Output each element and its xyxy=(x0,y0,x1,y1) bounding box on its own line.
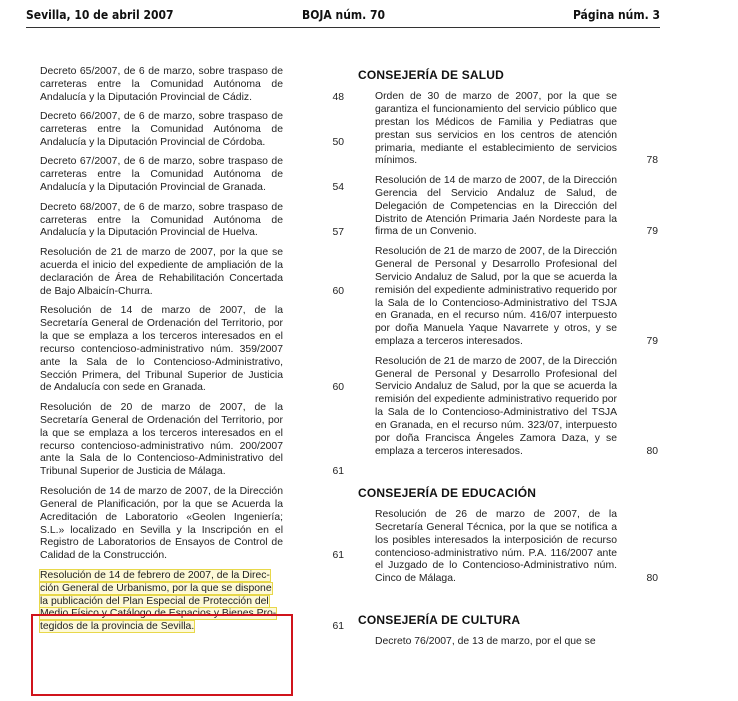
entry-page: 54 xyxy=(332,182,344,194)
entry-page: 80 xyxy=(646,573,658,585)
entry-page: 79 xyxy=(646,226,658,238)
page-header xyxy=(26,8,660,28)
index-entry[interactable] xyxy=(358,636,668,649)
entry-text: Resolución de 14 de marzo de 2007, de la Secretaría General de Ordenación del Territorio, por la que se emplaza a los terceros interesados en el recurso contencioso-administrativo núm. 359/2007 ante la Sala de lo Contencioso-Administrativo, Sección Primera, del Tribunal Superior de Justicia de Andalucía con sede en Granada. xyxy=(40,305,283,394)
entry-text: Resolución de 21 de marzo de 2007, de la Dirección General de Personal y Desarrollo Profesional del Servicio Andaluz de Salud, por la que se acuerda la remisión del expediente administrativo requerido por la Sala de lo Contencioso-Administrativo del TSJA en Granada, en el recurso núm. 323/07, interpuesto por doña Francisca Ángeles Zamora Daza, y se emplaza a terceros interesados. xyxy=(375,355,617,457)
index-entry[interactable] xyxy=(40,305,344,395)
header-date: Sevilla, 10 de abril 2007 xyxy=(26,8,174,22)
highlighted-line: Resolución de 14 de febrero de 2007, de la Direc- xyxy=(40,569,270,581)
entry-page: 60 xyxy=(332,285,344,297)
entry-text: Decreto 66/2007, de 6 de marzo, sobre traspaso de carreteras entre la Comunidad Autónoma de Andalucía y la Diputación Provincial de Córdoba. xyxy=(40,111,283,149)
index-entry[interactable] xyxy=(358,356,668,459)
entry-page: 80 xyxy=(646,445,658,457)
entry-page: 61 xyxy=(332,550,344,562)
index-entry[interactable] xyxy=(40,156,344,195)
entry-page: 57 xyxy=(332,227,344,239)
highlighted-line: Medio Físico y Catálogo de Espacios y Bienes Pro- xyxy=(40,608,277,620)
index-entry[interactable] xyxy=(358,509,668,586)
entry-text: Resolución de 21 de marzo de 2007, por la que se acuerda el inicio del expediente de ampliación de la declaración de Área de Rehabilitación Concertada de Bajo Albaicín-Churra. xyxy=(40,246,283,297)
section-title-salud: CONSEJERÍA DE SALUD xyxy=(358,68,505,82)
header-rule xyxy=(26,27,660,28)
entry-page: 60 xyxy=(332,382,344,394)
header-bulletin-number: BOJA núm. 70 xyxy=(302,8,386,22)
highlighted-line: ción General de Urbanismo, por la que se dispone xyxy=(40,582,272,594)
entry-text: Decreto 67/2007, de 6 de marzo, sobre traspaso de carreteras entre la Comunidad Autónoma de Andalucía y la Diputación Provincial de Granada. xyxy=(40,156,283,194)
entry-text: Orden de 30 de marzo de 2007, por la que se garantiza el funcionamiento del servicio público que prestan los Médicos de Familia y Pediatras que prestan sus servicios en los centros de atención primaria, mediante el establecimiento de servicios mínimos. xyxy=(375,90,617,167)
entry-text: Resolución de 21 de marzo de 2007, de la Dirección General de Personal y Desarrollo Profesional del Servicio Andaluz de Salud, por la que se acuerda la remisión del expediente administrativo requerido por la Sala de lo Contencioso-Administrativo del TSJA en Granada, en el recurso núm. 416/07 interpuesto por doña Manuela Yaque Navarrete y otros, y se emplaza a terceros interesados. xyxy=(375,245,617,348)
entry-text: Resolución de 14 de marzo de 2007, de la Dirección General de Planificación, por la que se Acuerda la Acreditación de Laboratorio «Geolen Ingeniería; S.L.» localizado en Sevilla y la Inscripción en el Registro de Laboratorios de Ensayos de Control de Calidad de la Construcción. xyxy=(40,485,283,562)
entry-text: Resolución de 26 de marzo de 2007, de la Secretaría General Técnica, por la que se notifica a los posibles interesados la interposición de recurso contencioso-administrativo núm. P.A. 116/2007 ante el Juzgado de lo Contencioso-Administrativo núm. Cinco de Málaga. xyxy=(375,508,617,585)
entry-page: 50 xyxy=(332,137,344,149)
entry-text: Resolución de 20 de marzo de 2007, de la Secretaría General de Ordenación del Territorio, por la que se emplaza a los terceros interesados en el recurso contencioso-administrativo núm. 200/2007 ante la Sala de lo Contencioso-Administrativo del Tribunal Superior de Justicia de Málaga. xyxy=(40,401,283,478)
entry-page: 61 xyxy=(332,621,344,633)
section-title-educacion: CONSEJERÍA DE EDUCACIÓN xyxy=(358,485,537,500)
header-page-number: Página núm. 3 xyxy=(572,8,660,22)
index-entry[interactable] xyxy=(40,111,344,150)
index-entry[interactable] xyxy=(40,401,344,479)
entry-text: Decreto 65/2007, de 6 de marzo, sobre traspaso de carreteras entre la Comunidad Autónoma de Andalucía y la Diputación Provincial de Cádiz. xyxy=(40,66,283,103)
left-column xyxy=(40,66,344,641)
index-entry[interactable] xyxy=(40,201,344,241)
entry-page: 79 xyxy=(646,336,658,348)
entry-text: Resolución de 14 de marzo de 2007, de la Dirección Gerencia del Servicio Andaluz de Salud, de Delegación de Competencias en la Dirección del Distrito de Atención Primaria Jaén Nordeste para la firma de un Convenio. xyxy=(375,174,617,238)
index-entry[interactable] xyxy=(40,485,344,563)
entry-text: Decreto 68/2007, de 6 de marzo, sobre traspaso de carreteras entre la Comunidad Autónoma de Andalucía y la Diputación Provincial de Huelva. xyxy=(40,201,283,239)
entry-page: 78 xyxy=(646,155,658,167)
highlighted-line: la publicación del Plan Especial de Protección del xyxy=(40,595,269,607)
section-title-cultura: CONSEJERÍA DE CULTURA xyxy=(358,613,521,628)
selection-highlight-box xyxy=(31,614,293,696)
index-entry[interactable] xyxy=(40,246,344,299)
highlighted-line: tegidos de la provincia de Sevilla. xyxy=(40,621,195,633)
index-entry[interactable] xyxy=(358,91,668,168)
entry-text: Decreto 76/2007, de 13 de marzo, por el que se xyxy=(375,636,596,648)
index-entry[interactable] xyxy=(358,175,668,240)
right-column xyxy=(358,66,668,656)
entry-page: 61 xyxy=(332,466,344,478)
entry-page: 48 xyxy=(332,91,344,103)
index-entry[interactable] xyxy=(358,246,668,349)
index-entry[interactable] xyxy=(40,66,344,105)
